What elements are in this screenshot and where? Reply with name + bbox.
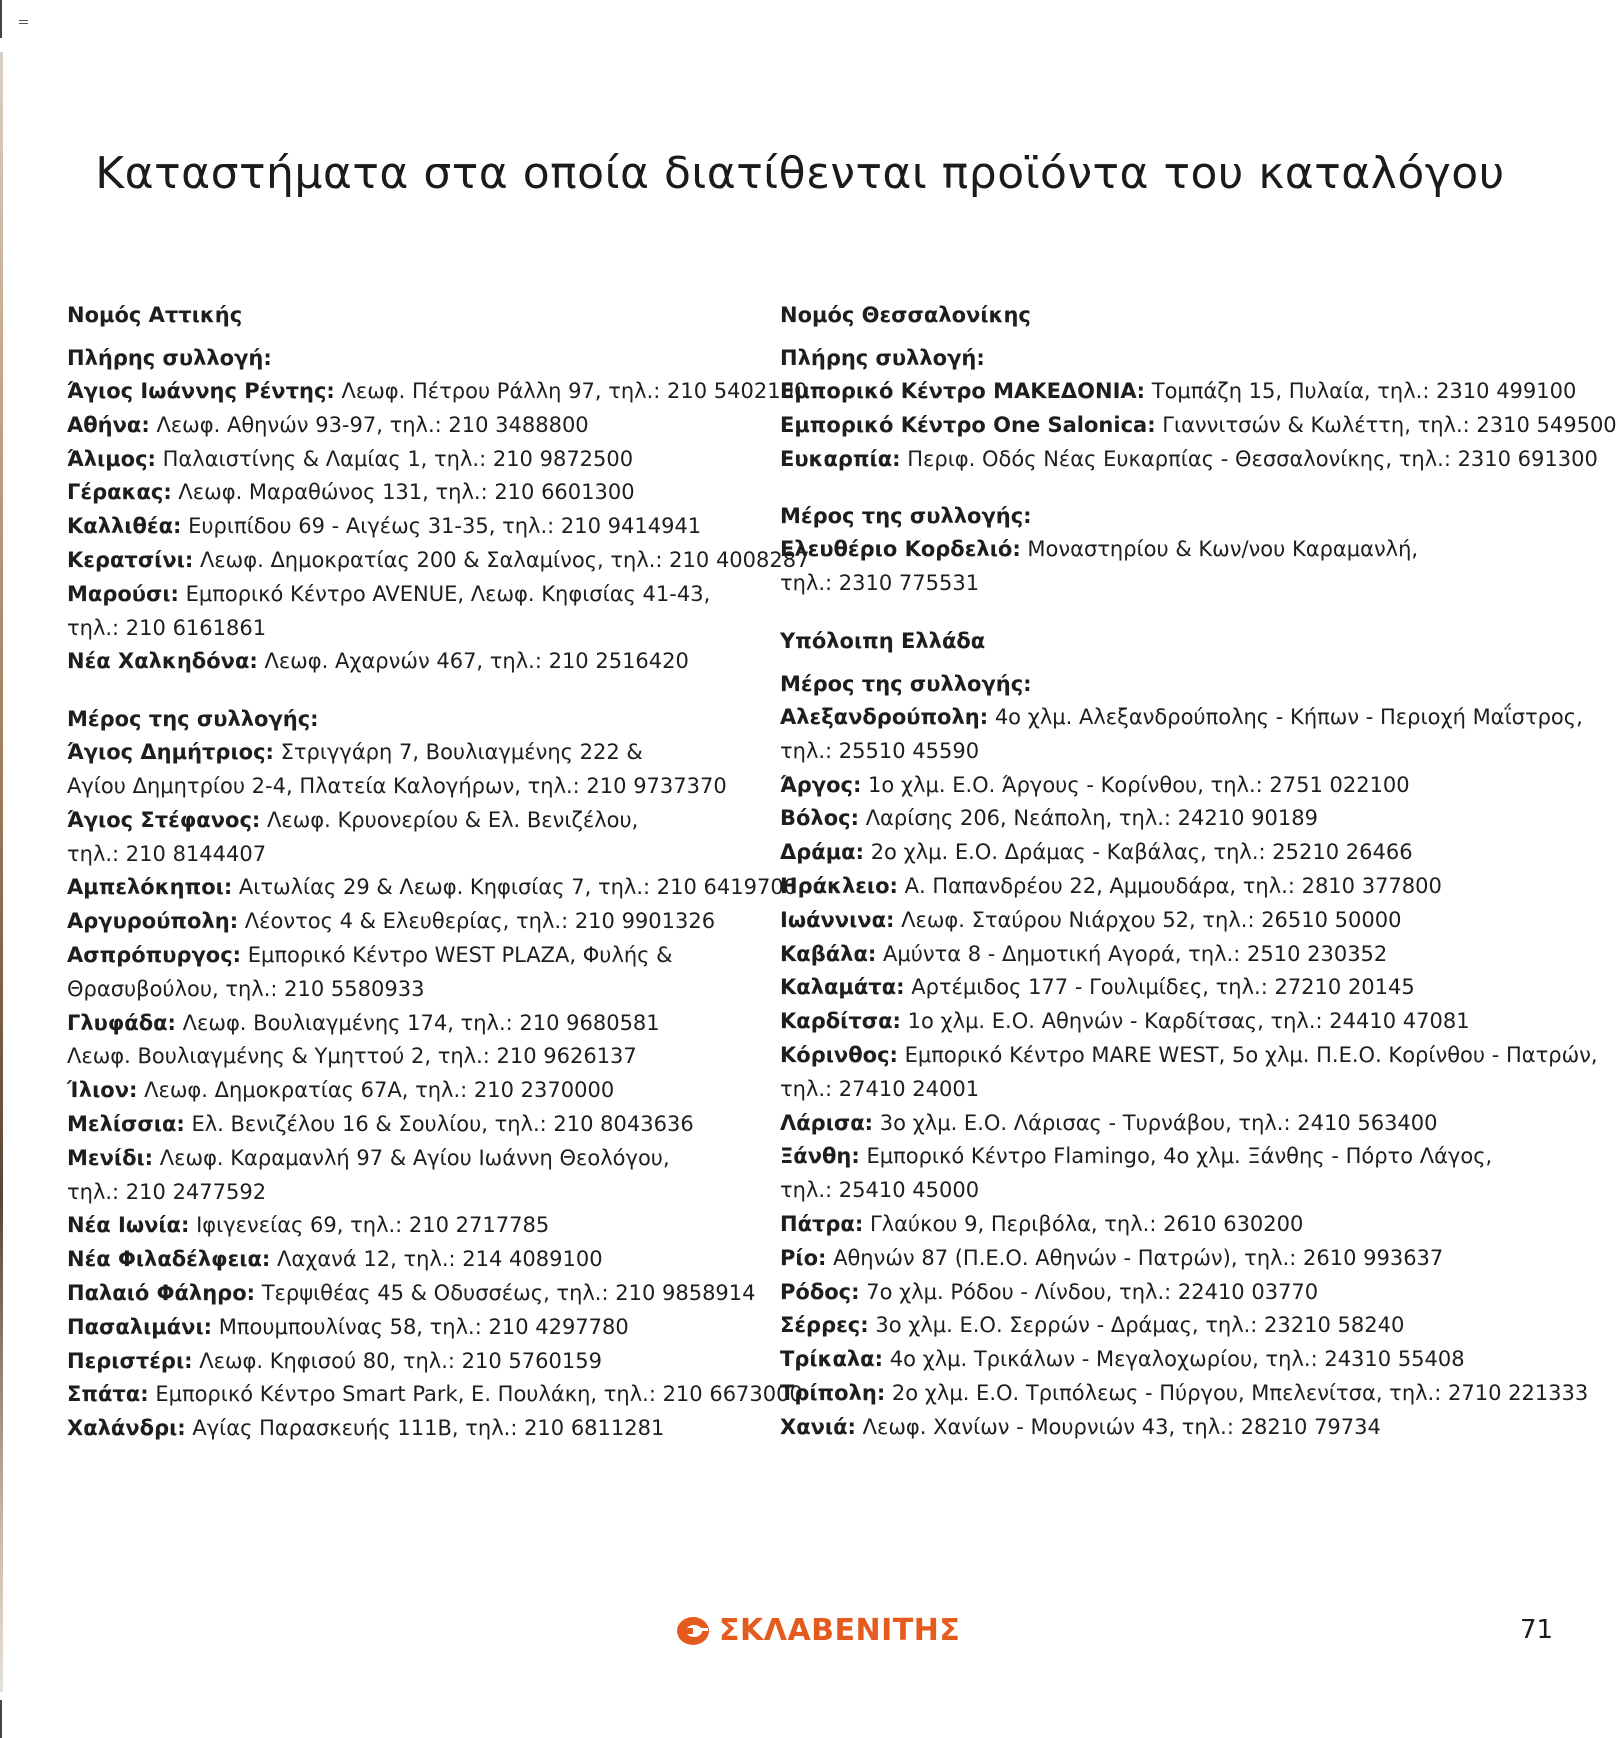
store-address: 3ο χλμ. Ε.Ο. Σερρών - Δράμας, τηλ.: 23210 58240: [875, 1313, 1405, 1338]
store-location: Χανιά:: [780, 1414, 856, 1439]
brand-logo: [675, 1613, 960, 1648]
store-address: Ελ. Βενιζέλου 16 & Σουλίου, τηλ.: 210 8043636: [191, 1111, 694, 1136]
region-title: Νομός Θεσσαλονίκης: [780, 303, 1031, 327]
store-entry: [780, 1039, 1598, 1073]
store-address: Αρτέμιδος 177 - Γουλιμίδες, τηλ.: 27210 20145: [911, 975, 1415, 1000]
store-entry: [67, 476, 767, 510]
store-address: Εμπορικό Κέντρο WEST PLAZA, Φυλής &: [247, 942, 673, 967]
store-address: Στριγγάρη 7, Βουλιαγμένης 222 &: [280, 740, 643, 765]
store-location: Ασπρόπυργος:: [67, 942, 242, 967]
store-address: Μοναστηρίου & Κων/νου Καραμανλή,: [1027, 537, 1419, 562]
store-location: Λάρισα:: [780, 1110, 874, 1135]
store-location: Ρόδος:: [780, 1279, 860, 1304]
store-entry: [67, 736, 767, 770]
store-entry: [67, 1108, 767, 1142]
store-location: Πασαλιμάνι:: [67, 1314, 213, 1339]
store-location: Αλεξανδρούπολη:: [780, 704, 989, 729]
store-location: Ιωάννινα:: [780, 907, 895, 932]
store-address: Λεωφ. Βουλιαγμένης & Υμηττού 2, τηλ.: 210 9626137: [67, 1044, 637, 1069]
store-entry: [67, 510, 767, 544]
store-address: Λεωφ. Μαραθώνος 131, τηλ.: 210 6601300: [178, 480, 635, 505]
corner-mark: [0, 0, 2, 38]
group-gap: [780, 476, 1540, 499]
store-entry: [780, 1208, 1540, 1242]
store-location: Σέρρες:: [780, 1313, 869, 1338]
store-entry: [780, 836, 1540, 870]
store-location: Χαλάνδρι:: [67, 1416, 186, 1441]
store-address: τηλ.: 210 6161861: [67, 615, 267, 640]
store-address: 2ο χλμ. Ε.Ο. Τριπόλεως - Πύργου, Μπελενίτσα, τηλ.: 2710 221333: [891, 1380, 1589, 1405]
store-entry: [67, 905, 767, 939]
group-title: Πλήρης συλλογή:: [780, 346, 985, 370]
store-address: Λεωφ. Καραμανλή 97 & Αγίου Ιωάννη Θεολόγου,: [159, 1145, 670, 1170]
store-entry: [780, 701, 1583, 735]
store-entry: [67, 939, 767, 973]
store-address: τηλ.: 27410 24001: [780, 1076, 980, 1101]
brand-logo-icon: [675, 1614, 711, 1648]
store-location: Άργος:: [780, 772, 862, 797]
store-address: Αιτωλίας 29 & Λεωφ. Κηφισίας 7, τηλ.: 210 6419700: [238, 875, 798, 900]
store-address: Λεωφ. Κρυονερίου & Ελ. Βενιζέλου,: [266, 807, 639, 832]
store-address: 2ο χλμ. Ε.Ο. Δράμας - Καβάλας, τηλ.: 25210 26466: [870, 840, 1413, 865]
store-entry: [780, 1174, 1540, 1208]
store-entry: [67, 1311, 767, 1345]
store-address: Αθηνών 87 (Π.Ε.Ο. Αθηνών - Πατρών), τηλ.: 2610 993637: [833, 1245, 1444, 1270]
store-address: 1ο χλμ. Ε.Ο. Άργους - Κορίνθου, τηλ.: 2751 022100: [868, 772, 1410, 797]
store-address: Εμπορικό Κέντρο AVENUE, Λεωφ. Κηφισίας 41-43,: [185, 581, 711, 606]
store-address: Εμπορικό Κέντρο Smart Park, Ε. Πουλάκη, τηλ.: 210 6673000: [155, 1382, 803, 1407]
store-location: Άγιος Ιωάννης Ρέντης:: [67, 379, 335, 403]
store-location: Μενίδι:: [67, 1145, 154, 1170]
store-entry: [780, 1107, 1540, 1141]
store-location: Αμπελόκηποι:: [67, 875, 233, 900]
store-address: Λέοντος 4 & Ελευθερίας, τηλ.: 210 9901326: [244, 909, 716, 934]
store-address: Γλαύκου 9, Περιβόλα, τηλ.: 2610 630200: [869, 1211, 1304, 1236]
store-entry: [67, 1345, 767, 1379]
group-title: Μέρος της συλλογής:: [67, 707, 319, 732]
store-location: Ξάνθη:: [780, 1144, 860, 1169]
store-address: Τερψιθέας 45 & Οδυσσέως, τηλ.: 210 9858914: [261, 1280, 756, 1305]
store-location: Εμπορικό Κέντρο One Salonica:: [780, 412, 1156, 437]
group-gap: [67, 679, 767, 702]
right-groups: [780, 341, 1617, 601]
store-location: Ευκαρπία:: [780, 446, 901, 471]
store-location: Αργυρούπολη:: [67, 909, 239, 934]
store-address: Εμπορικό Κέντρο Flamingo, 4ο χλμ. Ξάνθης - Πόρτο Λάγος,: [866, 1144, 1493, 1169]
store-location: Ίλιον:: [67, 1078, 138, 1103]
store-entry: [780, 938, 1540, 972]
store-entry: [780, 1005, 1540, 1039]
store-address: Λεωφ. Δημοκρατίας 200 & Σαλαμίνος, τηλ.: 210 4008287: [199, 547, 810, 572]
page-edge: [0, 52, 3, 1692]
store-address: Ιφιγενείας 69, τηλ.: 210 2717785: [196, 1213, 550, 1238]
store-entry: [780, 904, 1540, 938]
store-location: Καρδίτσα:: [780, 1009, 901, 1034]
store-address: Λαχανά 12, τηλ.: 214 4089100: [276, 1247, 603, 1272]
store-location: Νέα Χαλκηδόνα:: [67, 649, 258, 674]
store-address: Λαρίσης 206, Νεάπολη, τηλ.: 24210 90189: [865, 806, 1318, 831]
store-address: Λεωφ. Σταύρου Νιάρχου 52, τηλ.: 26510 50000: [901, 907, 1402, 932]
store-address: Ευριπίδου 69 - Αιγέως 31-35, τηλ.: 210 9414941: [188, 514, 702, 539]
left-column: [67, 298, 810, 1446]
store-entry: [780, 375, 1577, 409]
store-location: Εμπορικό Κέντρο ΜΑΚΕΔΟΝΙΑ:: [780, 379, 1146, 403]
store-location: Ηράκλειο:: [780, 873, 898, 898]
store-entry: [67, 973, 767, 1007]
store-entry: [780, 1073, 1540, 1107]
store-entry: [780, 802, 1540, 836]
store-location: Καλαμάτα:: [780, 975, 905, 1000]
menu-icon[interactable]: [19, 20, 28, 26]
store-entry: [780, 1343, 1540, 1377]
store-location: Βόλος:: [780, 806, 859, 831]
store-entry: [780, 1140, 1540, 1174]
store-entry: [67, 612, 767, 646]
store-location: Ελευθέριο Κορδελιό:: [780, 537, 1021, 562]
store-address: Θρασυβούλου, τηλ.: 210 5580933: [67, 976, 425, 1001]
store-address: 7ο χλμ. Ρόδου - Λίνδου, τηλ.: 22410 03770: [866, 1279, 1319, 1304]
store-entry: [780, 1242, 1540, 1276]
store-address: Λεωφ. Βουλιαγμένης 174, τηλ.: 210 9680581: [182, 1010, 660, 1035]
store-entry: [67, 838, 767, 872]
store-location: Μελίσσια:: [67, 1111, 185, 1136]
store-entry: [67, 871, 798, 905]
store-address: 4ο χλμ. Αλεξανδρούπολης - Κήπων - Περιοχή Μαΐστρος,: [994, 704, 1583, 729]
store-entry: [67, 645, 767, 679]
store-location: Δράμα:: [780, 840, 864, 865]
store-address: Τομπάζη 15, Πυλαία, τηλ.: 2310 499100: [1151, 379, 1577, 403]
store-address: Αγίου Δημητρίου 2-4, Πλατεία Καλογήρων, τηλ.: 210 9737370: [67, 773, 727, 798]
store-entry: [67, 409, 767, 443]
store-address: Μπουμπουλίνας 58, τηλ.: 210 4297780: [218, 1314, 629, 1339]
store-location: Πάτρα:: [780, 1211, 864, 1236]
store-entry: [780, 1276, 1540, 1310]
store-location: Τρίπολη:: [780, 1380, 886, 1405]
store-entry: [780, 735, 1540, 769]
group-title: Πλήρης συλλογή:: [67, 346, 272, 370]
store-entry: [67, 375, 808, 409]
store-entry: [780, 769, 1540, 803]
store-address: τηλ.: 2310 775531: [780, 571, 980, 596]
store-entry: [67, 1243, 767, 1277]
store-location: Καβάλα:: [780, 941, 877, 966]
store-entry: [780, 443, 1598, 477]
store-address: Λεωφ. Χανίων - Μουρνιών 43, τηλ.: 28210 79734: [862, 1414, 1381, 1439]
store-address: Λεωφ. Κηφισού 80, τηλ.: 210 5760159: [199, 1348, 602, 1373]
store-location: Γλυφάδα:: [67, 1010, 176, 1035]
store-entry: [67, 544, 810, 578]
store-entry: [67, 578, 767, 612]
store-entry: [780, 1411, 1540, 1445]
store-address: Αγίας Παρασκευής 111Β, τηλ.: 210 6811281: [192, 1416, 665, 1441]
store-address: Περιφ. Οδός Νέας Ευκαρπίας - Θεσσαλονίκης, τηλ.: 2310 691300: [907, 446, 1598, 471]
store-address: 3ο χλμ. Ε.Ο. Λάρισας - Τυρνάβου, τηλ.: 2410 563400: [879, 1110, 1438, 1135]
store-address: Γιαννιτσών & Κωλέττη, τηλ.: 2310 549500: [1162, 412, 1617, 437]
brand-name: ΣΚΛΑΒΕΝΙΤΗΣ: [719, 1613, 961, 1648]
store-location: Νέα Φιλαδέλφεια:: [67, 1247, 271, 1272]
store-location: Παλαιό Φάληρο:: [67, 1280, 256, 1305]
region-title: Νομός Αττικής: [67, 303, 243, 327]
store-address: 1ο χλμ. Ε.Ο. Αθηνών - Καρδίτσας, τηλ.: 24410 47081: [907, 1009, 1470, 1034]
store-location: Γέρακας:: [67, 480, 172, 505]
store-address: Λεωφ. Δημοκρατίας 67Α, τηλ.: 210 2370000: [144, 1078, 615, 1103]
store-entry: [67, 1412, 767, 1446]
bottom-mark: [0, 1700, 2, 1738]
page-number: 71: [1520, 1615, 1554, 1645]
store-location: Τρίκαλα:: [780, 1347, 884, 1372]
store-address: τηλ.: 210 2477592: [67, 1179, 267, 1204]
store-entry: [67, 1074, 767, 1108]
store-entry: [67, 1378, 803, 1412]
store-location: Κερατσίνι:: [67, 547, 194, 572]
store-address: Εμπορικό Κέντρο MARE WEST, 5ο χλμ. Π.Ε.Ο. Κορίνθου - Πατρών,: [904, 1042, 1598, 1067]
store-entry: [780, 971, 1540, 1005]
group-title: Μέρος της συλλογής:: [780, 671, 1032, 696]
store-entry: [67, 1277, 767, 1311]
right-column: [780, 298, 1617, 1445]
store-address: Αμύντα 8 - Δημοτική Αγορά, τηλ.: 2510 230352: [882, 941, 1388, 966]
store-entry: [67, 770, 767, 804]
store-entry: [780, 567, 1540, 601]
store-location: Σπάτα:: [67, 1382, 149, 1407]
store-entry: [780, 870, 1540, 904]
store-address: Λεωφ. Αθηνών 93-97, τηλ.: 210 3488800: [156, 412, 589, 437]
store-entry: [67, 1176, 767, 1210]
store-entry: [67, 443, 767, 477]
store-entry: [67, 1040, 767, 1074]
store-entry: [780, 533, 1540, 567]
store-entry: [67, 1142, 767, 1176]
store-address: Α. Παπανδρέου 22, Αμμουδάρα, τηλ.: 2810 377800: [904, 873, 1442, 898]
store-entry: [780, 1377, 1589, 1411]
store-location: Μαρούσι:: [67, 581, 179, 606]
store-entry: [67, 1209, 767, 1243]
store-location: Περιστέρι:: [67, 1348, 193, 1373]
store-address: τηλ.: 210 8144407: [67, 841, 267, 866]
store-location: Άλιμος:: [67, 446, 156, 471]
store-address: 4ο χλμ. Τρικάλων - Μεγαλοχωρίου, τηλ.: 24310 55408: [889, 1347, 1465, 1372]
store-address: Λεωφ. Πέτρου Ράλλη 97, τηλ.: 210 5402100: [341, 379, 808, 403]
store-location: Νέα Ιωνία:: [67, 1213, 190, 1238]
store-location: Άγιος Στέφανος:: [67, 807, 261, 832]
store-address: τηλ.: 25510 45590: [780, 738, 980, 763]
left-groups: [67, 341, 810, 1446]
store-location: Καλλιθέα:: [67, 514, 182, 539]
group-title: Μέρος της συλλογής:: [780, 504, 1032, 529]
store-address: τηλ.: 25410 45000: [780, 1178, 980, 1203]
page-title: Καταστήματα στα οποία διατίθενται προϊόντα του καταλόγου: [95, 148, 1505, 199]
region-title: Υπόλοιπη Ελλάδα: [780, 628, 986, 653]
store-location: Κόρινθος:: [780, 1042, 898, 1067]
store-location: Ρίο:: [780, 1245, 827, 1270]
store-entry: [67, 1007, 767, 1041]
right-groups2: [780, 667, 1598, 1445]
store-location: Αθήνα:: [67, 412, 150, 437]
store-address: Παλαιστίνης & Λαμίας 1, τηλ.: 210 9872500: [162, 446, 634, 471]
store-address: Λεωφ. Αχαρνών 467, τηλ.: 210 2516420: [264, 649, 689, 674]
store-entry: [780, 409, 1617, 443]
store-entry: [780, 1309, 1540, 1343]
store-entry: [67, 804, 767, 838]
store-location: Άγιος Δημήτριος:: [67, 740, 274, 765]
